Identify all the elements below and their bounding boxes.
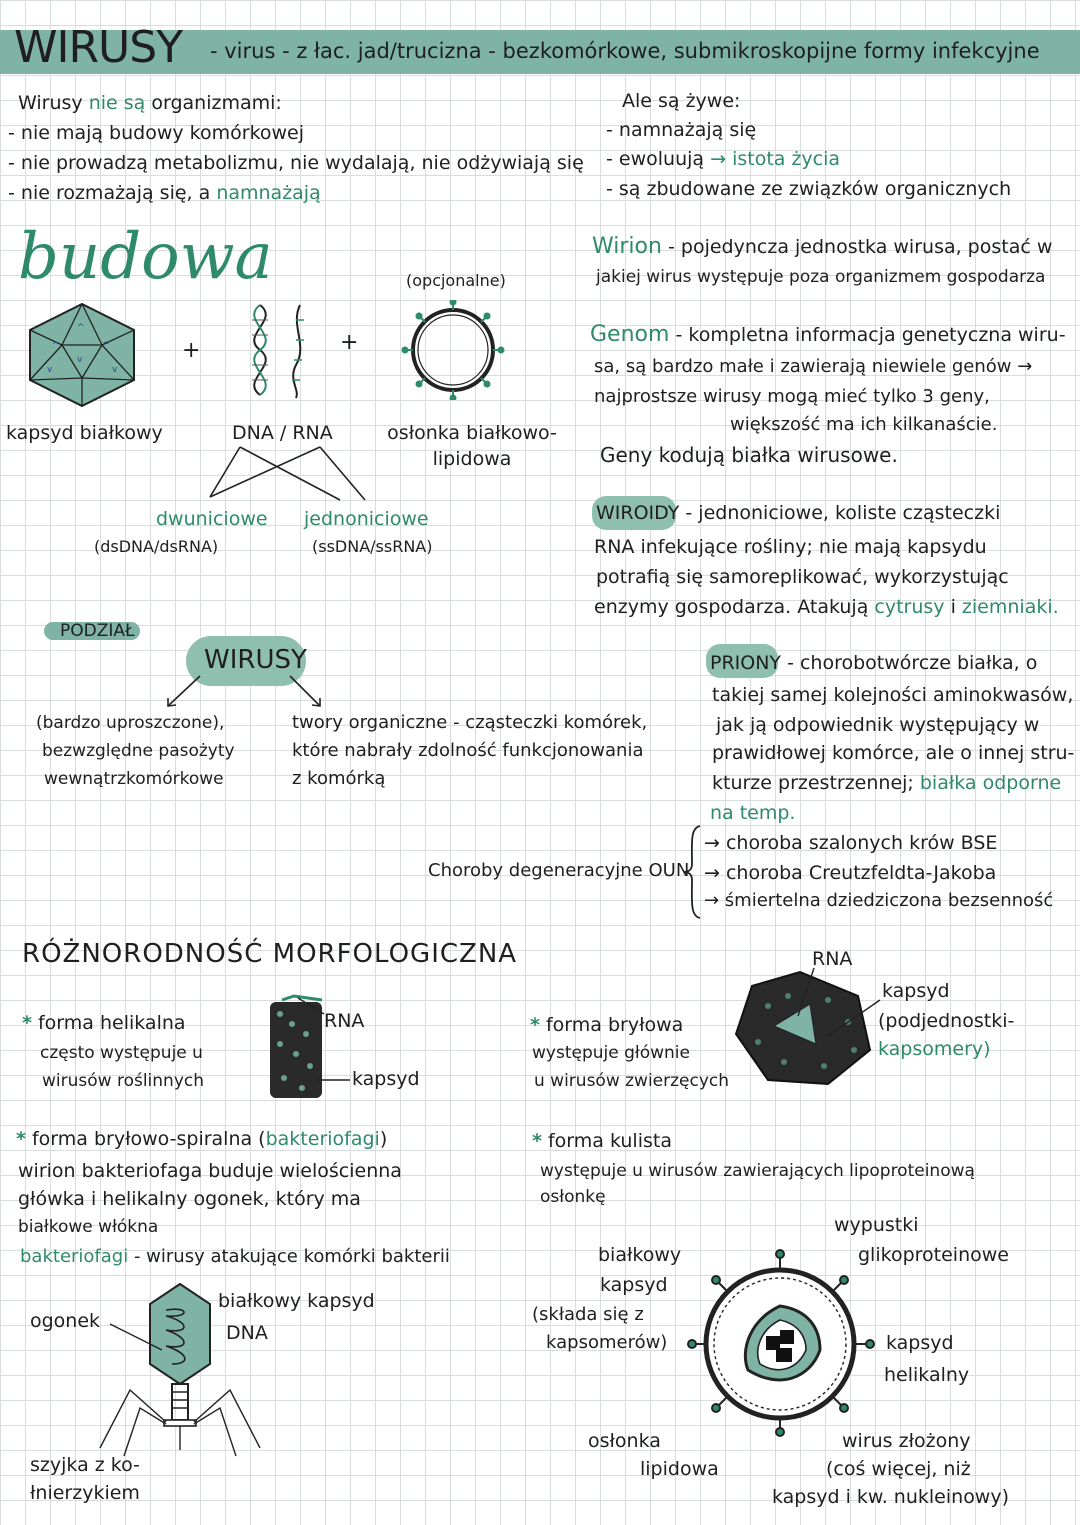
diseases-brace-icon — [680, 824, 704, 920]
podzial-center-label: WIRUSY — [204, 645, 307, 675]
podzial-left-line-3: wewnątrzkomórkowe — [44, 769, 224, 789]
star-bullet-icon: * — [532, 1130, 542, 1152]
priony-line-1 — [710, 650, 1037, 676]
phage-neck-label-1: szyjka z ko- — [30, 1454, 140, 1476]
double-stranded-label: dwuniciowe — [156, 508, 268, 530]
wiroidy-line-1 — [596, 500, 1000, 526]
helical-rna-label: RNA — [324, 1010, 365, 1032]
wiroidy-text-4: enzymy gospodarza. Atakują — [594, 596, 869, 618]
wiroidy-term: WIROIDY — [596, 502, 680, 524]
diseases-label: Choroby degeneracyjne OUN — [428, 860, 690, 881]
solid-capsomere-label: kapsomery) — [878, 1038, 991, 1060]
spikes-label-1: wypustki — [834, 1214, 919, 1236]
solid-line-1: występuje głównie — [532, 1043, 690, 1063]
nucleic-branch-lines — [190, 445, 380, 505]
spherical-capsid-label-4: kapsomerów) — [546, 1332, 668, 1353]
intro-right-item-1: - namnażają się — [606, 119, 757, 141]
spherical-form-name — [532, 1128, 672, 1154]
priony-line-4: prawidłowej komórce, ale o innej stru- — [712, 742, 1075, 764]
plus-sign-1: + — [182, 338, 201, 363]
wiroidy-line-3: potrafią się samoreplikować, wykorzystując — [596, 566, 1009, 588]
envelope-label: osłonka białkowo-lipidowa — [387, 422, 557, 470]
nucleic-acid-label: DNA / RNA — [232, 422, 333, 444]
intro-right-item-2-text: - ewoluują — [606, 148, 705, 170]
morfologia-title: RÓŻNORODNOŚĆ MORFOLOGICZNA — [22, 939, 518, 969]
star-bullet-icon: * — [530, 1014, 540, 1036]
intro-word-wirusy: Wirusy — [18, 92, 83, 114]
genom-line-5: Geny kodują białka wirusowe. — [600, 443, 898, 467]
wiroidy-text-1: - jednoniciowe, koliste cząsteczki — [685, 502, 1001, 524]
single-stranded-abbr: (ssDNA/ssRNA) — [312, 537, 433, 556]
intro-left-item-1: - nie mają budowy komórkowej — [8, 122, 305, 144]
wiroidy-cytrusy: cytrusy — [874, 596, 945, 618]
icosahedral-virus-icon — [728, 966, 888, 1090]
intro-word-organizmami: organizmami: — [151, 92, 282, 114]
spherical-virus-icon — [680, 1240, 890, 1440]
arrow-right-icon: → — [710, 148, 727, 170]
spherical-capsid-label-1: białkowy — [598, 1244, 682, 1266]
wirion-definition-line1 — [592, 234, 1052, 260]
intro-word-nie-sa: nie są — [88, 92, 146, 114]
podzial-right-line-2: które nabrały zdolność funkcjonowania — [292, 740, 644, 761]
intro-right-item-2-highlight: istota życia — [732, 148, 841, 170]
disease-item-2: → choroba Creutzfeldta-Jakoba — [704, 862, 997, 884]
spiral-line-2: główka i helikalny ogonek, który ma — [18, 1188, 361, 1210]
intro-left-item-3-text: - nie rozmażają się, a — [8, 182, 211, 204]
spiral-line-1: wirion bakteriofaga buduje wielościenna — [18, 1160, 402, 1182]
svg-text:v: v — [112, 365, 118, 375]
helical-form-name — [22, 1010, 186, 1036]
envelope-lipid-label-2: lipidowa — [640, 1458, 719, 1480]
genom-definition-line1 — [590, 322, 1066, 348]
intro-left-item-3-highlight: namnażają — [216, 182, 321, 204]
genom-term: Genom — [590, 322, 670, 347]
page-subtitle: - virus - z łac. jad/trucizna - bezkomórkowe, submikroskopijne formy infekcyjne — [210, 39, 1040, 63]
helical-form-name-text: forma helikalna — [37, 1012, 186, 1034]
envelope-lipid-label-1: osłonka — [588, 1430, 661, 1452]
wiroidy-line-4 — [594, 594, 1059, 620]
intro-left-item-2: - nie prowadzą metabolizmu, nie wydalają, nie odżywiają się — [8, 152, 584, 174]
capsid-label: kapsyd białkowy — [6, 422, 163, 444]
helical-line-2: wirusów roślinnych — [42, 1071, 205, 1091]
budowa-title: budowa — [18, 220, 273, 294]
capsid-icosahedron-icon — [22, 300, 142, 410]
solid-subunit-label: (podjednostki- — [878, 1010, 1015, 1032]
disease-item-3: → śmiertelna dziedziczona bezsenność — [704, 890, 1054, 911]
solid-form-name-text: forma bryłowa — [545, 1014, 684, 1036]
intro-right-heading: Ale są żywe: — [622, 90, 741, 112]
priony-line-6: na temp. — [710, 802, 796, 824]
wiroidy-line-2: RNA infekujące rośliny; nie mają kapsydu — [594, 536, 987, 558]
genom-line-4: większość ma ich kilkanaście. — [730, 414, 998, 435]
priony-term: PRIONY — [710, 652, 782, 674]
phage-neck-label-2: łnierzykiem — [30, 1482, 140, 1504]
wirion-definition-line2: jakiej wirus występuje poza organizmem gospodarza — [596, 267, 1046, 287]
spherical-capsid-label-3: (składa się z — [532, 1304, 644, 1325]
single-stranded-label: jednoniciowe — [304, 508, 429, 530]
complex-virus-label-2: (coś więcej, niż — [826, 1458, 971, 1480]
priony-line-2: takiej samej kolejności aminokwasów, — [712, 684, 1074, 706]
wirion-text-1: - pojedyncza jednostka wirusa, postać w — [668, 236, 1053, 258]
spikes-label-2: glikoproteinowe — [858, 1244, 1009, 1266]
disease-item-1: → choroba szalonych krów BSE — [704, 832, 998, 854]
helical-capsid-label-2: helikalny — [884, 1364, 970, 1386]
bacteriophage-text: - wirusy atakujące komórki bakterii — [133, 1246, 450, 1267]
envelope-optional-label: (opcjonalne) — [406, 271, 506, 290]
wirion-term: Wirion — [592, 234, 662, 259]
wiroidy-and: i — [950, 596, 956, 618]
solid-capsid-label: kapsyd — [882, 980, 950, 1002]
spherical-line-1: występuje u wirusów zawierających lipoproteinową — [540, 1161, 975, 1181]
svg-text:v: v — [77, 355, 83, 365]
complex-virus-label-3: kapsyd i kw. nukleinowy) — [772, 1486, 1010, 1508]
star-bullet-icon: * — [22, 1012, 32, 1034]
intro-right-item-3: - są zbudowane ze związków organicznych — [606, 178, 1012, 200]
phage-dna-label: DNA — [226, 1322, 268, 1344]
page-title: WIRUSY — [14, 22, 183, 73]
envelope-circle-icon — [398, 300, 508, 400]
star-bullet-icon: * — [16, 1128, 26, 1150]
intro-left-heading — [18, 90, 282, 116]
priony-text-5: kturze przestrzennej; — [712, 772, 914, 794]
spiral-form-close: ) — [379, 1128, 388, 1150]
solid-line-2: u wirusów zwierzęcych — [534, 1071, 730, 1091]
intro-right-item-2 — [606, 146, 840, 172]
svg-text:^: ^ — [102, 341, 110, 351]
nucleic-acid-icon — [238, 300, 318, 400]
priony-highlight-5: białka odporne — [919, 772, 1062, 794]
intro-left-item-3 — [8, 180, 321, 206]
phage-tail-label: ogonek — [30, 1310, 101, 1332]
spiral-form-name — [16, 1126, 387, 1152]
solid-rna-label: RNA — [812, 948, 853, 970]
phage-capsid-label: białkowy kapsyd — [218, 1290, 375, 1312]
genom-text-1: - kompletna informacja genetyczna wiru- — [675, 324, 1066, 346]
helical-capsid-label-1: kapsyd — [886, 1332, 954, 1354]
priony-line-3: jak ją odpowiednik występujący w — [716, 714, 1040, 736]
double-stranded-abbr: (dsDNA/dsRNA) — [94, 537, 219, 556]
wiroidy-ziemniaki: ziemniaki. — [961, 596, 1059, 618]
podzial-label: PODZIAŁ — [60, 621, 135, 641]
plus-sign-2: + — [340, 330, 359, 355]
svg-text:^: ^ — [77, 323, 85, 333]
complex-virus-label-1: wirus złożony — [842, 1430, 971, 1452]
solid-form-name — [530, 1012, 683, 1038]
helical-capsid-label: kapsyd — [352, 1068, 420, 1090]
spiral-line-3: białkowe włókna — [18, 1217, 159, 1237]
podzial-left-line-1: (bardzo uproszczone), — [36, 713, 225, 733]
spherical-form-name-text: forma kulista — [547, 1130, 672, 1152]
podzial-left-line-2: bezwzględne pasożyty — [42, 741, 235, 761]
spiral-form-highlight: bakteriofagi — [265, 1128, 380, 1150]
bacteriophage-definition — [20, 1246, 450, 1268]
genom-line-2: sa, są bardzo małe i zawierają niewiele genów → — [594, 356, 1033, 377]
bacteriophage-term: bakteriofagi — [20, 1246, 129, 1267]
spiral-form-name-text: forma bryłowo-spiralna ( — [31, 1128, 266, 1150]
priony-text-1: - chorobotwórcze białka, o — [787, 652, 1038, 674]
svg-text:^: ^ — [52, 341, 60, 351]
spherical-line-2: osłonkę — [540, 1187, 606, 1207]
genom-line-3: najprostsze wirusy mogą mieć tylko 3 geny, — [594, 386, 990, 407]
spherical-capsid-label-2: kapsyd — [600, 1274, 668, 1296]
podzial-branch-arrows — [160, 672, 330, 712]
svg-text:v: v — [47, 365, 53, 375]
helical-line-1: często występuje u — [40, 1043, 203, 1063]
podzial-right-line-3: z komórką — [292, 768, 386, 789]
podzial-right-line-1: twory organiczne - cząsteczki komórek, — [292, 712, 648, 733]
priony-line-5 — [712, 770, 1061, 796]
